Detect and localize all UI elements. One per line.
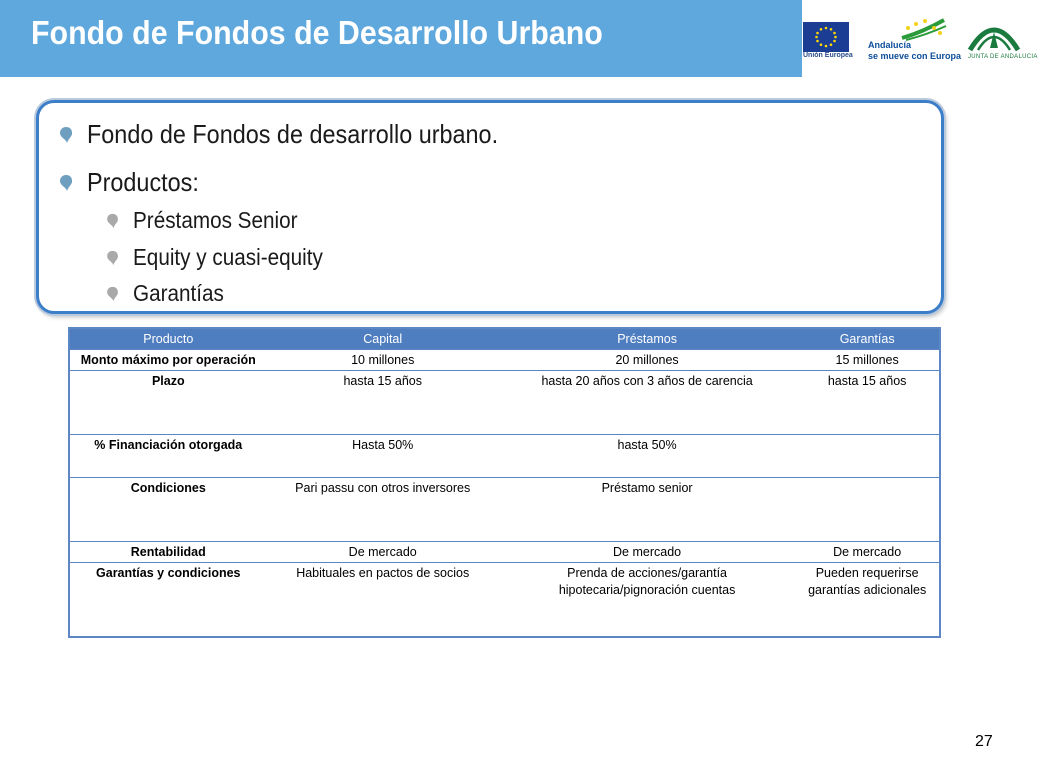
table-header-row (69, 328, 940, 350)
andalucia-label-line1: Andalucía (868, 40, 912, 50)
page-number: 27 (975, 733, 993, 750)
column-header: Garantías (795, 328, 940, 350)
bullet-icon (59, 126, 73, 144)
table-cell: Habituales en pactos de socios (267, 563, 499, 637)
junta-logo (964, 18, 1038, 64)
financing-table (68, 327, 941, 638)
row-header: Plazo (69, 371, 267, 435)
table-row (69, 350, 940, 371)
table-cell: Prenda de acciones/garantía hipotecaria/pignoración cuentas (499, 563, 795, 637)
table-cell: Hasta 50% (267, 435, 499, 478)
bullet-icon (106, 286, 119, 302)
table-cell: 10 millones (267, 350, 499, 371)
content-box (36, 100, 944, 314)
junta-label: JUNTA DE ANDALUCIA (968, 54, 1038, 60)
column-header: Producto (69, 328, 267, 350)
eu-flag-icon (803, 22, 849, 52)
table-cell: hasta 15 años (267, 371, 499, 435)
table-cell (795, 478, 940, 542)
table-cell: hasta 15 años (795, 371, 940, 435)
bullet-item (59, 119, 544, 150)
table-row (69, 478, 940, 542)
table-cell: 20 millones (499, 350, 795, 371)
column-header: Préstamos (499, 328, 795, 350)
table-cell: 15 millones (795, 350, 940, 371)
table-cell (795, 435, 940, 478)
row-header: Condiciones (69, 478, 267, 542)
row-header: Rentabilidad (69, 542, 267, 563)
sub-bullet-text: Préstamos Senior (133, 207, 298, 233)
row-header: % Financiación otorgada (69, 435, 267, 478)
table-cell: De mercado (267, 542, 499, 563)
andalucia-label-line2: se mueve con Europa (868, 51, 962, 61)
eu-label: Unión Europea (803, 52, 853, 59)
column-header: Capital (267, 328, 499, 350)
row-header: Monto máximo por operación (69, 350, 267, 371)
table-row (69, 435, 940, 478)
bullet-item (59, 167, 211, 198)
title-bar (0, 0, 802, 77)
table-row (69, 542, 940, 563)
junta-arch-icon (964, 18, 1024, 54)
sub-bullet-text: Equity y cuasi-equity (133, 244, 323, 270)
slide-title: Fondo de Fondos de Desarrollo Urbano (31, 14, 603, 51)
table-row (69, 371, 940, 435)
table-cell: De mercado (499, 542, 795, 563)
sub-bullet-text: Garantías (133, 280, 224, 306)
bullet-text: Fondo de Fondos de desarrollo urbano. (87, 119, 499, 149)
table-row (69, 563, 940, 637)
table-cell: Pueden requerirse garantías adicionales (795, 563, 940, 637)
sub-bullet-item (106, 207, 316, 234)
row-header: Garantías y condiciones (69, 563, 267, 637)
table-cell: Préstamo senior (499, 478, 795, 542)
table-cell: hasta 50% (499, 435, 795, 478)
bullet-icon (59, 174, 73, 192)
logos-area (802, 0, 1038, 77)
bullet-icon (106, 213, 119, 229)
andalucia-logo (868, 18, 962, 64)
andalucia-stars-icon (868, 18, 948, 42)
bullet-text: Productos: (87, 167, 199, 197)
bullet-icon (106, 250, 119, 266)
sub-bullet-item (106, 280, 234, 307)
table-cell: Pari passu con otros inversores (267, 478, 499, 542)
sub-bullet-item (106, 244, 344, 271)
table-cell: hasta 20 años con 3 años de carencia (499, 371, 795, 435)
table-cell: De mercado (795, 542, 940, 563)
